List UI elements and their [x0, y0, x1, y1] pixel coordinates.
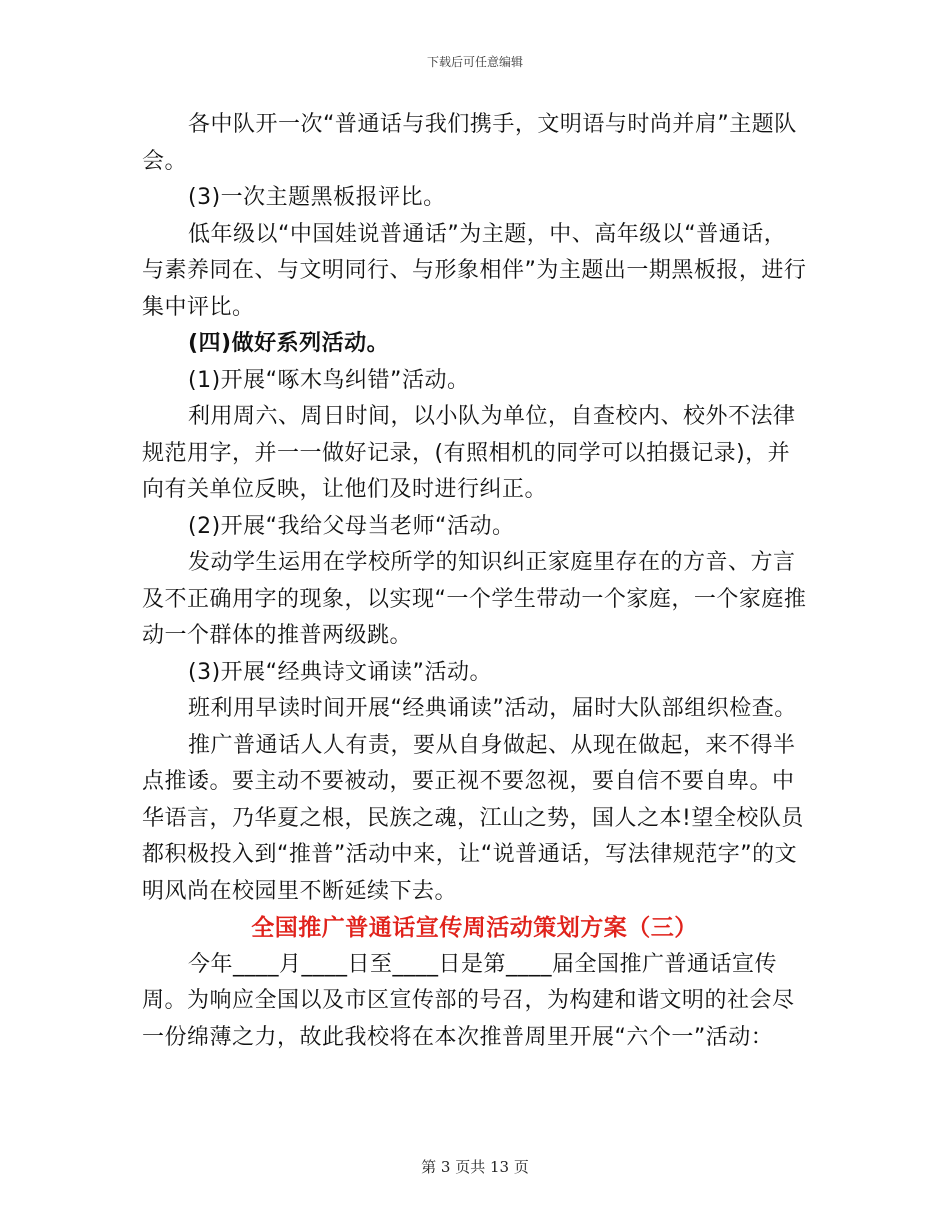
section-title: 全国推广普通话宣传周活动策划方案（三） — [251, 915, 698, 941]
paragraph: 班利用早读时间开展“经典诵读”活动，届时大队部组织检查。 — [188, 696, 797, 721]
paragraph: (1)开展“啄木鸟纠错”活动。 — [188, 367, 470, 393]
page-footer: 第 3 页共 13 页 — [421, 1158, 529, 1176]
paragraph: 发动学生运用在学校所学的知识纠正家庭里存在的方音、方言及不正确用字的现象，以实现“一个学生带动一个家庭，一个家庭推动一个群体的推普两级跳。 — [142, 550, 807, 648]
paragraph: 各中队开一次“普通话与我们携手，文明语与时尚并肩”主题队会。 — [142, 112, 797, 174]
paragraph: (3)开展“经典诗文诵读”活动。 — [188, 659, 492, 685]
paragraph: (2)开展“我给父母当老师“活动。 — [188, 513, 515, 539]
document-body — [142, 107, 807, 1056]
paragraph: 低年级以“中国娃说普通话”为主题，中、高年级以“普通话，与素养同在、与文明同行、与形象相伴”为主题出一期黑板报，进行集中评比。 — [142, 221, 807, 320]
paragraph: (3)一次主题黑板报评比。 — [188, 185, 446, 210]
page-header: 下载后可任意编辑 — [426, 55, 523, 69]
paragraph: 推广普通话人人有责，要从自身做起、从现在做起，来不得半点推诿。要主动不要被动，要正视不要忽视，要自信不要自卑。中华语言，乃华夏之根，民族之魂，江山之势，国人之本!望全校队员都积极投入到“推普”活动中来，让“说普通话，写法律规范字”的文明风尚在校园里不断延续下去。 — [142, 732, 804, 904]
section-heading: (四)做好系列活动。 — [188, 331, 390, 356]
paragraph: 利用周六、周日时间，以小队为单位，自查校内、校外不法律规范用字，并一一做好记录，(有照相机的同学可以拍摄记录)，并向有关单位反映，让他们及时进行纠正。 — [142, 404, 796, 502]
closing-paragraph: 今年____月____日至____日是第____届全国推广普通话宣传周。为响应全国以及市区宣传部的号召，为构建和谐文明的社会尽一份绵薄之力，故此我校将在本次推普周里开展“六个一”活动： — [142, 951, 795, 1050]
